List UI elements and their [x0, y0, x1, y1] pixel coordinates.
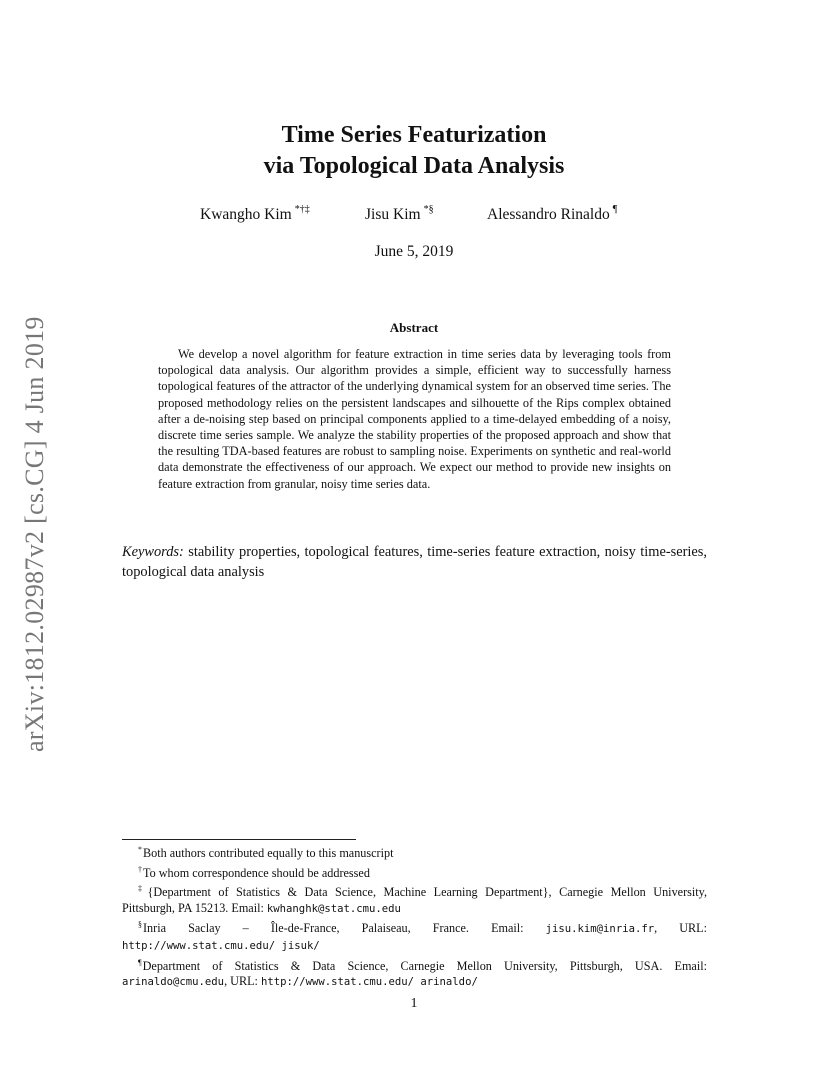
footnote-text: To whom correspondence should be addressed — [143, 865, 370, 880]
author-list — [0, 204, 828, 228]
title-line-1: Time Series Featurization — [281, 122, 547, 148]
footnote-mark: ‡ — [138, 884, 147, 894]
footnote-rule — [122, 839, 356, 840]
author-3 — [487, 204, 617, 224]
footnote-4 — [122, 917, 707, 954]
author-1 — [200, 204, 310, 224]
footnote-text: Both authors contributed equally to this manuscript — [143, 846, 394, 860]
paper-title — [0, 120, 828, 182]
footnote-mark: † — [138, 864, 142, 874]
footnote-text: Inria Saclay – Île-de-France, Palaiseau, France. Email: — [143, 921, 546, 936]
author-name: Alessandro Rinaldo — [487, 206, 610, 223]
footnote-mark: § — [138, 920, 142, 930]
footnote-5 — [122, 955, 707, 991]
url-link[interactable]: http://www.stat.cmu.edu/ arinaldo/ — [260, 976, 478, 989]
publication-date: June 5, 2019 — [374, 243, 454, 260]
footnote-mark: ¶ — [138, 957, 142, 967]
footnote-2 — [122, 862, 707, 882]
footnote-1 — [122, 842, 707, 862]
author-name: Jisu Kim — [365, 206, 421, 223]
url-label: , URL: — [224, 974, 261, 989]
footnote-mark: * — [138, 845, 142, 854]
keywords-label: Keywords: — [122, 544, 184, 560]
title-line-2: via Topological Data Analysis — [263, 153, 565, 179]
email-link[interactable]: jisu.kim@inria.fr — [545, 923, 655, 936]
author-affiliation-marks: *†‡ — [294, 204, 310, 215]
footnotes — [122, 842, 707, 991]
footnote-text: {Department of Statistics & Data Science, Machine Learning Department}, Carnegie Mellon University, Pittsburgh, PA 15213. Email: — [122, 885, 707, 915]
footnote-text: Department of Statistics & Data Science, Carnegie Mellon University, Pittsburgh, USA. Email: — [142, 958, 707, 973]
keywords — [122, 542, 707, 582]
keywords-text: stability properties, topological features, time-series feature extraction, noisy time-series, topological data analysis — [122, 544, 707, 580]
author-name: Kwangho Kim — [200, 206, 292, 223]
email-link[interactable]: arinaldo@cmu.edu — [122, 976, 225, 989]
url-label: , URL: — [654, 921, 707, 936]
email-link[interactable]: kwhanghk@stat.cmu.edu — [266, 902, 401, 915]
abstract-text: We develop a novel algorithm for feature extraction in time series data by leveraging tools from topological data analysis. Our algorithm provides a simple, efficient way to successfully harness topological features of the attractor of the underlying dynamical system for an observed time series. The proposed methodology relies on the persistent landscapes and silhouette of the Rips complex obtained after a de-noising step based on principal components applied to a time-delayed embedding of a noisy, discrete time series sample. We analyze the stability properties of the proposed approach and show that the resulting TDA-based features are robust to sampling noise. Experiments on synthetic and real-world data demonstrate the effectiveness of our approach. We expect our method to provide new insights on feature extraction from granular, noisy time series data. — [158, 347, 671, 491]
author-2 — [365, 204, 434, 224]
abstract-heading: Abstract — [389, 320, 439, 335]
author-affiliation-marks: *§ — [423, 204, 434, 215]
url-link[interactable]: http://www.stat.cmu.edu/ jisuk/ — [122, 939, 320, 952]
author-affiliation-marks: ¶ — [612, 204, 618, 215]
arxiv-identifier: arXiv:1812.02987v2 [cs.CG] 4 Jun 2019 — [20, 316, 49, 752]
page-number: 1 — [410, 996, 418, 1011]
footnote-3 — [122, 881, 707, 917]
